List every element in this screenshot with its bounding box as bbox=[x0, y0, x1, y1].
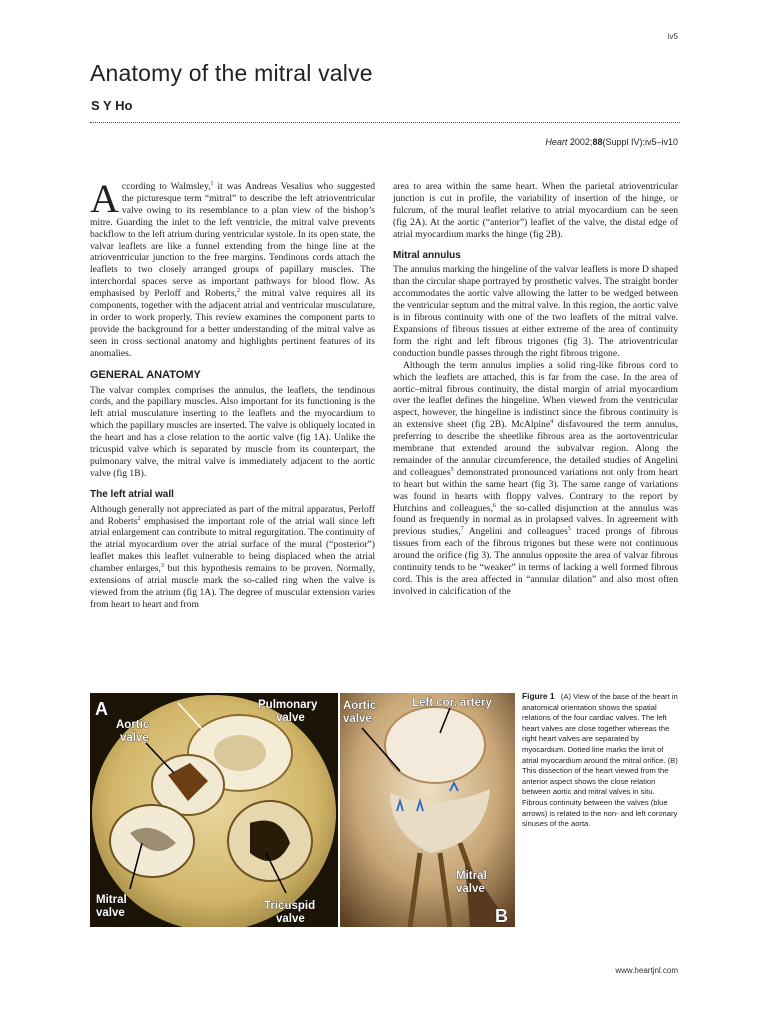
ref-sup: 5 bbox=[450, 466, 454, 473]
intro-text-2: it was Andreas Vesalius who suggested the picturesque term “mitral” to describe the left atrioventricular valve owing to its resemblance to a plan view of the bishop’s mitre. Guarding the inlet to the left ventricle, the mitral valve prevents backflow to the left atrium during ventricular systole. In its open state, the valvar leaflets are like a funnel extending from the hinge line at the atrioventricular junction to the free margins. Tendinous cords attach the leaflets to two closely arranged groups of papillary muscles. The interchordal spaces serve as important pathways for blood flow. As emphasised by Perloff and Roberts, bbox=[90, 181, 375, 300]
figure-caption bbox=[522, 691, 680, 830]
panel-a bbox=[90, 693, 338, 927]
label-pulmonary-valve-1: Pulmonary bbox=[258, 699, 318, 711]
label-left-cor-artery: Left cor. artery bbox=[412, 697, 492, 709]
intro-paragraph bbox=[90, 176, 375, 360]
annulus-paragraph-1: The annulus marking the hingeline of the valvar leaflets is more D shaped than the circular shape portrayed by prosthetic valves. The straight border accommodates the aortic valve allowing the latter to be wedged between the ventricular septum and the mitral valve. In this region, the aortic valve is in fibrous continuity with one of the two leaflets of the mitral valve. Expansions of fibrous tissues at either extreme of the area of continuity form the right and left fibrous trigones (fig 3). The atrioventricular conduction bundle passes through the right fibrous trigone. bbox=[393, 264, 678, 359]
article-title: Anatomy of the mitral valve bbox=[90, 60, 373, 86]
label-aortic-valve-a-1: Aortic bbox=[116, 719, 150, 731]
atrial-text-2: emphasised the important role of the atrial wall since left atrial enlargement can contribute to mitral regurgitation. The continuity of the atrial myocardium over the atrial surface of the mural (“posterior”) leaflet makes this leaflet vulnerable to being displaced when the atrial chamber enlarges, bbox=[90, 515, 375, 575]
ref-sup: 4 bbox=[550, 419, 554, 426]
panel-b bbox=[340, 693, 515, 927]
annulus-text-b: disfavoured the term annulus, preferring to describe the sheetlike fibrous area as the aortoventricular membrane that extended around the subvalvar region. Along the remainder of the annular circumference, the detailed studies of Angelini and colleagues bbox=[393, 419, 678, 478]
general-anatomy-paragraph: The valvar complex comprises the annulus, the leaflets, the tendinous cords, and the papillary muscles. Also important for its functioning is the left atrial musculature inserting to the leaflets and the myocardium to which the papillary muscles are inserted. The valve is obliquely located in the heart and has a close relation to the aortic valve (fig 1A). Unlike the tricuspid valve which is separated by muscle from its counterpart, the pulmonary valve, the mitral valve is immediately adjacent to the aortic valve (fig 1B). bbox=[90, 384, 375, 479]
ref-sup: 6 bbox=[492, 502, 496, 509]
ref-sup: 2 bbox=[137, 515, 141, 522]
label-aortic-valve-b-1: Aortic bbox=[343, 700, 377, 712]
label-mitral-valve-b-1: Mitral bbox=[456, 870, 487, 882]
annulus-text-c: demonstrated pronounced variations not only from heart to heart but within the same heart (fig 3). The same range of variations was found in hearts with floppy valves. Contrary to the report by Hutchins and colleagues, bbox=[393, 466, 678, 514]
label-pulmonary-valve-2: valve bbox=[276, 712, 305, 724]
citation-year: 2002; bbox=[569, 137, 593, 147]
annulus-text-f: traced prongs of fibrous tissues from each of the fibrous trigones but these were not continuous around the orifice (fig 3). The annulus opposite the area of valvar fibrous continuity tends to be “weaker” in terms of lacking a well formed fibrous cord. This is the area affected in “annular dilation” and also most often involved in calcification of the bbox=[393, 526, 678, 597]
ref-sup: 3 bbox=[160, 563, 164, 569]
citation-pages: (Suppl IV):iv5–iv10 bbox=[602, 137, 678, 147]
label-tricuspid-valve-1: Tricuspid bbox=[264, 900, 316, 912]
left-column bbox=[90, 176, 375, 611]
panel-b-letter: B bbox=[495, 906, 508, 926]
atrial-wall-paragraph bbox=[90, 504, 375, 611]
annulus-text-e: Angelini and colleagues bbox=[463, 526, 568, 538]
atrial-text-1: Although generally not appreciated as part of the mitral apparatus, Perloff and Roberts bbox=[90, 503, 375, 527]
citation bbox=[545, 137, 678, 147]
caption-text: (A) View of the base of the heart in anatomical orientation shows the spatial relations of the four cardiac valves. The left heart valves are close together whereas the right heart valves are separated by myocardium. Dotted line marks the limit of atrial myocardium around the mitral orifice. (B) This dissection of the heart viewed from the anterior aspect shows the close relation between aortic and mitral valves in situ. Fibrous continuity between the valves (blue arrows) is related to the non- and left coronary sinuses of the aorta. bbox=[522, 692, 678, 829]
intro-text-3: the mitral valve requires all its components, together with the adjacent atrial and ventricular musculature, in order to work properly. This review examines the component parts to provide the background for a better understanding of the mitral valve as seen in cross sectional anatomy and highlights pertinent features of its anomalies. bbox=[90, 288, 375, 359]
caption-title: Figure 1 bbox=[522, 691, 555, 701]
atrial-text-3: but this hypothesis remains to be proven. Normally, extensions of atrial muscle mark the so-called ring when the valve is viewed from the atrium (fig 1A). The degree of muscular extension varies from heart to heart and from bbox=[90, 563, 375, 610]
ref-sup: 2 bbox=[236, 287, 240, 294]
label-aortic-valve-b-2: valve bbox=[343, 713, 372, 725]
heading-general-anatomy: GENERAL ANATOMY bbox=[90, 368, 201, 381]
right-column bbox=[393, 181, 678, 598]
heading-mitral-annulus: Mitral annulus bbox=[393, 249, 461, 261]
drop-cap: A bbox=[90, 176, 119, 221]
heading-left-atrial-wall: The left atrial wall bbox=[90, 488, 174, 500]
label-tricuspid-valve-2: valve bbox=[276, 913, 305, 925]
label-mitral-valve-b-2: valve bbox=[456, 883, 485, 895]
citation-journal: Heart bbox=[545, 137, 568, 147]
label-mitral-valve-a-2: valve bbox=[96, 907, 125, 919]
ref-sup: 7 bbox=[460, 526, 464, 533]
figure-1-image bbox=[90, 693, 515, 927]
dotted-divider bbox=[90, 122, 680, 123]
citation-volume: 88 bbox=[592, 137, 603, 147]
ref-sup: 1 bbox=[210, 180, 214, 187]
panel-a-letter: A bbox=[95, 699, 108, 719]
ref-sup: 5 bbox=[567, 526, 571, 533]
continued-paragraph: area to area within the same heart. When the parietal atrioventricular junction is cut in profile, the variability of insertion of the hinge, or fulcrum, of the mural leaflet relative to atrial myocardium can be seen (fig 2A). At the aortic (“anterior”) leaflet of the valve, the distal edge of atrial myocardium marks the hinge (fig 2B). bbox=[393, 181, 678, 240]
label-aortic-valve-a-2: valve bbox=[120, 732, 149, 744]
figure-1 bbox=[90, 693, 515, 927]
page-number: iv5 bbox=[667, 32, 678, 41]
annulus-text-a: Although the term annulus implies a solid ring-like fibrous cord to which the leaflets are attached, this is far from the case. In the area of aortic–mitral fibrous continuity, the distal margin of atrial myocardium over the leaflet defines the hingeline. When viewed from the ventricular aspect, however, the hingeline is indistinct since the fibrous continuity is an extensive sheet (fig 2B). McAlpine bbox=[393, 359, 678, 431]
footer-url[interactable]: www.heartjnl.com bbox=[615, 966, 678, 975]
author: S Y Ho bbox=[91, 98, 133, 113]
annulus-text-d: the so-called disjunction at the annulus was found as frequently in normal as in prolapsed valves. In agreement with previous studies, bbox=[393, 502, 678, 538]
intro-text-1: ccording to Walmsley, bbox=[121, 181, 211, 192]
annulus-paragraph-2 bbox=[393, 360, 678, 598]
label-mitral-valve-a-1: Mitral bbox=[96, 894, 127, 906]
